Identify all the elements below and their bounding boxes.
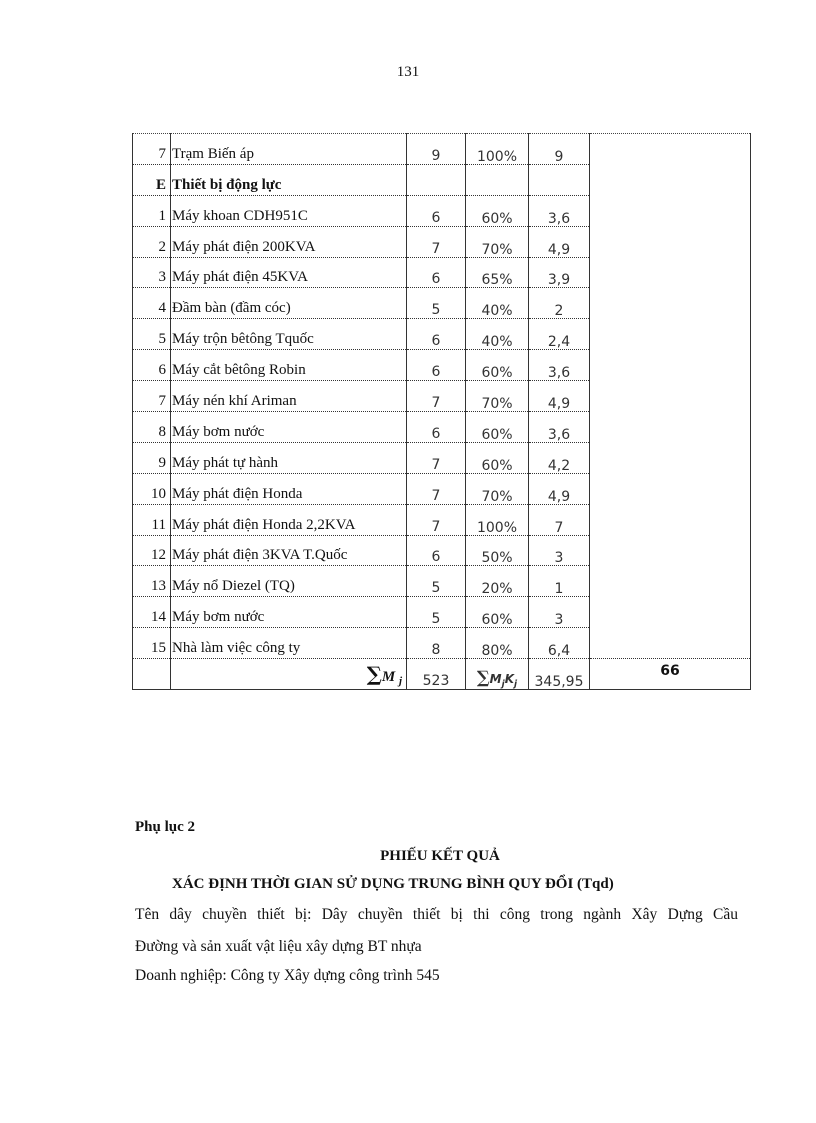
- table-row: [133, 442, 751, 473]
- empty-cell: [590, 473, 751, 504]
- equipment-name: Máy bơm nước: [171, 412, 407, 443]
- value-m: 6: [407, 257, 466, 288]
- empty-cell: [590, 535, 751, 566]
- empty-cell: [590, 134, 751, 165]
- equipment-name: Trạm Biến áp: [171, 134, 407, 165]
- empty-cell: [590, 412, 751, 443]
- empty-cell: [590, 350, 751, 381]
- result-sheet-subtitle: XÁC ĐỊNH THỜI GIAN SỬ DỤNG TRUNG BÌNH QUY ĐỔI (Tqd): [172, 876, 614, 892]
- equipment-line-description-cont: Đường và sản xuất vật liệu xây dựng BT nhựa: [135, 938, 422, 955]
- sum-m-value: 523: [407, 659, 466, 690]
- value-m: 5: [407, 566, 466, 597]
- equipment-name: Máy phát tự hành: [171, 442, 407, 473]
- subscript-j: j: [398, 675, 402, 688]
- empty-cell: [590, 257, 751, 288]
- table-row: [133, 535, 751, 566]
- equipment-name: Máy phát điện 200KVA: [171, 226, 407, 257]
- sigma-symbol: ∑: [366, 662, 382, 687]
- row-index: E: [133, 164, 171, 195]
- value-mk: 2,4: [529, 319, 590, 350]
- table-row: [133, 381, 751, 412]
- row-index: 13: [133, 566, 171, 597]
- table-row: [133, 412, 751, 443]
- value-k-percent: 50%: [466, 535, 529, 566]
- value-k-percent: 70%: [466, 226, 529, 257]
- row-index: 11: [133, 504, 171, 535]
- sum-mk-value: 345,95: [529, 659, 590, 690]
- value-mk: 4,9: [529, 226, 590, 257]
- value-mk: [529, 164, 590, 195]
- value-k-percent: 70%: [466, 473, 529, 504]
- value-mk: 7: [529, 504, 590, 535]
- value-mk: 3: [529, 535, 590, 566]
- value-k-percent: 100%: [466, 504, 529, 535]
- row-index: 12: [133, 535, 171, 566]
- value-k-percent: 70%: [466, 381, 529, 412]
- row-index: 8: [133, 412, 171, 443]
- table-row: [133, 319, 751, 350]
- summary-row: [133, 659, 751, 690]
- value-m: 7: [407, 473, 466, 504]
- table-row: [133, 164, 751, 195]
- table-row: [133, 504, 751, 535]
- empty-cell: [590, 195, 751, 226]
- empty-cell: [133, 659, 171, 690]
- table-row: [133, 134, 751, 165]
- value-mk: 4,9: [529, 473, 590, 504]
- appendix-label: Phụ lục 2: [135, 819, 196, 835]
- row-index: 14: [133, 597, 171, 628]
- row-index: 10: [133, 473, 171, 504]
- equipment-name: Thiết bị động lực: [171, 164, 407, 195]
- page-number: 131: [396, 64, 420, 80]
- value-mk: 1: [529, 566, 590, 597]
- result-value: 66: [590, 659, 751, 690]
- variable-m: M: [381, 669, 396, 686]
- sum-mk-label: [466, 659, 529, 690]
- result-sheet-title: PHIẾU KẾT QUẢ: [380, 848, 500, 864]
- equipment-name: Máy phát điện Honda 2,2KVA: [171, 504, 407, 535]
- value-m: 6: [407, 412, 466, 443]
- value-m: 6: [407, 319, 466, 350]
- empty-cell: [590, 164, 751, 195]
- table-row: [133, 226, 751, 257]
- value-mk: 6,4: [529, 628, 590, 659]
- value-k-percent: 60%: [466, 412, 529, 443]
- table-row: [133, 628, 751, 659]
- value-m: 7: [407, 504, 466, 535]
- equipment-name: Máy nén khí Ariman: [171, 381, 407, 412]
- value-k-percent: 60%: [466, 350, 529, 381]
- value-k-percent: [466, 164, 529, 195]
- equipment-name: Máy bơm nước: [171, 597, 407, 628]
- equipment-line-description: Tên dây chuyền thiết bị: Dây chuyền thiết bị thi công trong ngành Xây Dựng Cầu: [135, 906, 738, 923]
- value-k-percent: 60%: [466, 195, 529, 226]
- variable-k: K: [504, 671, 515, 686]
- row-index: 7: [133, 381, 171, 412]
- equipment-name: Máy nổ Diezel (TQ): [171, 566, 407, 597]
- empty-cell: [590, 628, 751, 659]
- value-mk: 4,2: [529, 442, 590, 473]
- value-m: 7: [407, 381, 466, 412]
- equipment-name: Nhà làm việc công ty: [171, 628, 407, 659]
- value-mk: 9: [529, 134, 590, 165]
- subscript-j: j: [501, 679, 505, 690]
- value-k-percent: 60%: [466, 442, 529, 473]
- value-k-percent: 20%: [466, 566, 529, 597]
- value-k-percent: 40%: [466, 288, 529, 319]
- row-index: 4: [133, 288, 171, 319]
- value-k-percent: 40%: [466, 319, 529, 350]
- row-index: 6: [133, 350, 171, 381]
- value-m: [407, 164, 466, 195]
- enterprise-name: Doanh nghiệp: Công ty Xây dựng công trình 545: [135, 967, 440, 984]
- empty-cell: [590, 381, 751, 412]
- table-row: [133, 597, 751, 628]
- value-m: 5: [407, 597, 466, 628]
- value-k-percent: 100%: [466, 134, 529, 165]
- variable-m: M: [489, 671, 502, 686]
- empty-cell: [590, 319, 751, 350]
- value-mk: 3: [529, 597, 590, 628]
- subscript-j: j: [514, 679, 518, 690]
- empty-cell: [590, 566, 751, 597]
- value-m: 8: [407, 628, 466, 659]
- value-m: 7: [407, 442, 466, 473]
- empty-cell: [590, 504, 751, 535]
- value-k-percent: 80%: [466, 628, 529, 659]
- table-row: [133, 195, 751, 226]
- equipment-table: [132, 133, 751, 690]
- row-index: 7: [133, 134, 171, 165]
- empty-cell: [590, 226, 751, 257]
- empty-cell: [590, 442, 751, 473]
- table-row: [133, 288, 751, 319]
- value-mk: 4,9: [529, 381, 590, 412]
- value-mk: 3,9: [529, 257, 590, 288]
- row-index: 2: [133, 226, 171, 257]
- equipment-name: Máy phát điện Honda: [171, 473, 407, 504]
- empty-cell: [590, 597, 751, 628]
- value-m: 9: [407, 134, 466, 165]
- value-mk: 2: [529, 288, 590, 319]
- equipment-name: Máy khoan CDH951C: [171, 195, 407, 226]
- row-index: 3: [133, 257, 171, 288]
- row-index: 1: [133, 195, 171, 226]
- equipment-name: Đầm bàn (đầm cóc): [171, 288, 407, 319]
- value-k-percent: 65%: [466, 257, 529, 288]
- value-m: 6: [407, 195, 466, 226]
- value-m: 5: [407, 288, 466, 319]
- empty-cell: [590, 288, 751, 319]
- table-row: [133, 566, 751, 597]
- equipment-name: Máy cắt bêtông Robin: [171, 350, 407, 381]
- table-row: [133, 257, 751, 288]
- value-m: 6: [407, 350, 466, 381]
- row-index: 9: [133, 442, 171, 473]
- equipment-name: Máy trộn bêtông Tquốc: [171, 319, 407, 350]
- table-row: [133, 473, 751, 504]
- sum-m-label: [171, 659, 407, 690]
- value-k-percent: 60%: [466, 597, 529, 628]
- value-mk: 3,6: [529, 412, 590, 443]
- sigma-symbol: ∑: [476, 667, 490, 688]
- value-m: 6: [407, 535, 466, 566]
- value-m: 7: [407, 226, 466, 257]
- equipment-name: Máy phát điện 45KVA: [171, 257, 407, 288]
- value-mk: 3,6: [529, 350, 590, 381]
- value-mk: 3,6: [529, 195, 590, 226]
- table-row: [133, 350, 751, 381]
- row-index: 15: [133, 628, 171, 659]
- equipment-name: Máy phát điện 3KVA T.Quốc: [171, 535, 407, 566]
- row-index: 5: [133, 319, 171, 350]
